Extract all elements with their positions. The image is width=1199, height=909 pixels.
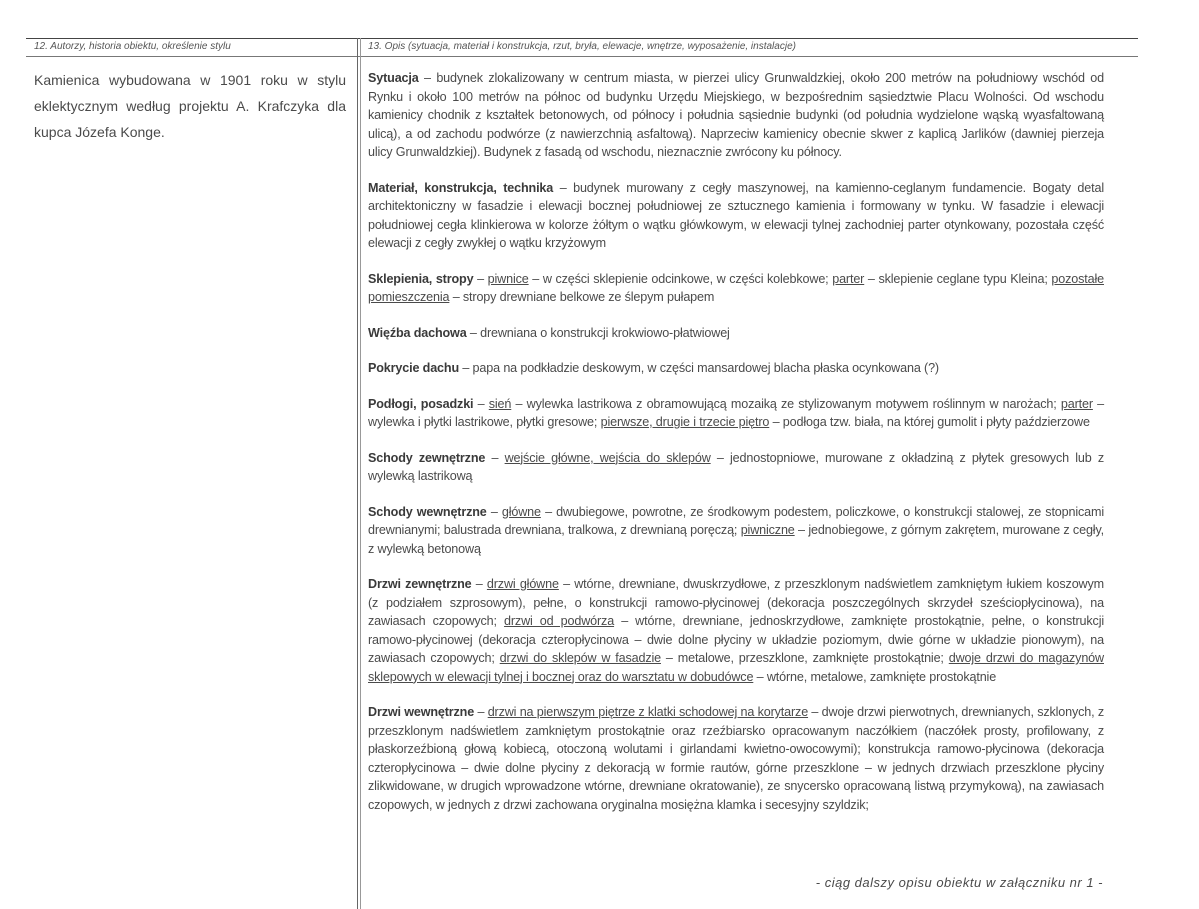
paragraph-heading: Sklepienia, stropy: [368, 271, 474, 286]
underlined-term: drzwi do sklepów w fasadzie: [499, 651, 661, 665]
left-column-header: 12. Autorzy, historia obiektu, określenie stylu: [34, 41, 231, 52]
description-paragraph: [368, 575, 1104, 686]
paragraph-text: – w części sklepienie odcinkowe, w części kolebkowe;: [528, 271, 833, 286]
history-text: Kamienica wybudowana w 1901 roku w stylu eklektycznym według projektu A. Krafczyka dla kupca Józefa Konge.: [34, 72, 346, 140]
paragraph-heading: Materiał, konstrukcja, technika: [368, 180, 554, 195]
underlined-term: parter: [832, 271, 865, 286]
description-paragraph: [368, 395, 1104, 432]
paragraph-heading: Schody zewnętrzne: [368, 450, 486, 465]
description-column: [368, 69, 1104, 831]
paragraph-heading: Pokrycie dachu: [368, 361, 459, 375]
underlined-term: drzwi od podwórza: [504, 614, 615, 628]
paragraph-text: – drewniana o konstrukcji krokwiowo-płatwiowej: [466, 325, 730, 340]
paragraph-text: – metalowe, przeszklone, zamknięte prostokątnie;: [660, 651, 949, 665]
description-paragraph: [368, 270, 1104, 307]
paragraph-heading: Sytuacja: [368, 71, 419, 85]
underlined-term: pozostałe pomieszczenia: [368, 271, 1104, 304]
paragraph-text: –: [474, 705, 488, 719]
paragraph-heading: Więźba dachowa: [368, 325, 467, 340]
header-bottom-border: [26, 56, 1138, 57]
paragraph-text: – wylewka i płytki lastrikowe, płytki gresowe;: [368, 396, 1104, 429]
paragraph-text: – stropy drewniane belkowe ze ślepym pułapem: [449, 290, 715, 304]
underlined-term: drzwi główne: [486, 577, 559, 591]
underlined-term: pierwsze, drugie i trzecie piętro: [600, 415, 770, 429]
paragraph-text: – wylewka lastrikowa z obramowującą mozaiką ze stylizowanym motywem roślinnym w narożach;: [511, 396, 1061, 411]
continuation-note: - ciąg dalszy opisu obiektu w załączniku nr 1 -: [815, 875, 1103, 890]
paragraph-text: – wtórne, drewniane, dwuskrzydłowe, z przeszklonym nadświetlem zamkniętym łukiem koszowym (z podziałem szprosowym), pełne, o konstrukcji ramowo-płycinowej (dekoracja poszczególnych skrzydeł sześciopłycinowa), na zawiasach czopowych;: [368, 577, 1104, 628]
paragraph-text: – jednostopniowe, murowane z okładziną z płytek gresowych lub z wylewką lastrikową: [368, 450, 1104, 483]
paragraph-heading: Podłogi, posadzki: [368, 396, 474, 411]
paragraph-text: – papa na podkładzie deskowym, w części mansardowej blacha płaska ocynkowana (?): [459, 361, 939, 375]
paragraph-heading: Drzwi wewnętrzne: [368, 705, 475, 719]
underlined-term: piwnice: [487, 271, 529, 286]
paragraph-text: – dwubiegowe, powrotne, ze środkowym podestem, policzkowe, o konstrukcji stalowej, ze stopnicami drewnianymi; balustrada drewniana, tralkowa, z drewnianą poręczą;: [368, 504, 1104, 537]
paragraph-text: –: [485, 450, 505, 465]
right-column-header: 13. Opis (sytuacja, materiał i konstrukcja, rzut, bryła, elewacje, wnętrze, wyposażenie, instalacje): [368, 41, 796, 52]
paragraph-text: – wtórne, metalowe, zamknięte prostokątnie: [753, 669, 997, 684]
top-border: [26, 38, 1138, 39]
underlined-term: sień: [488, 396, 512, 411]
paragraph-text: – podłoga tzw. biała, na której gumolit i płyty paździerzowe: [769, 415, 1090, 429]
underlined-term: piwniczne: [740, 523, 795, 537]
description-paragraph: [368, 503, 1104, 559]
description-paragraph: [368, 703, 1104, 814]
description-paragraph: [368, 359, 1104, 378]
paragraph-text: –: [473, 396, 489, 411]
paragraph-text: –: [471, 577, 487, 591]
paragraph-text: –: [473, 271, 488, 286]
paragraph-text: –: [486, 504, 502, 519]
underlined-term: drzwi na pierwszym piętrze z klatki schodowej na korytarze: [487, 705, 809, 719]
paragraph-text: – budynek murowany z cegły maszynowej, na kamienno-ceglanym fundamencie. Bogaty detal architektoniczny w fasadzie i elewacji bocznej południowej ze sztucznego kamienia i formowany w tynku. W fasadzie i elewacji południowej cegła klinkierowa w kolorze żółtym o wątku główkowym, w elewacji tylnej zachodniej parter otynkowany, pozostała część elewacji z cegły zwykłej o wątku krzyżowym: [368, 180, 1104, 250]
paragraph-heading: Drzwi zewnętrzne: [368, 577, 472, 591]
paragraph-text: – sklepienie ceglane typu Kleina;: [864, 271, 1052, 286]
column-divider: [357, 38, 358, 909]
underlined-term: dwoje drzwi do magazynów sklepowych w elewacji tylnej i bocznej oraz do warsztatu w dobudówce: [368, 651, 1104, 684]
underlined-term: parter: [1060, 396, 1093, 411]
description-paragraph: [368, 449, 1104, 486]
description-paragraph: [368, 69, 1104, 162]
description-paragraph: [368, 324, 1104, 343]
description-paragraph: [368, 179, 1104, 253]
underlined-term: główne: [501, 504, 541, 519]
paragraph-text: – budynek zlokalizowany w centrum miasta, w pierzei ulicy Grunwaldzkiej, około 200 metrów na południowy wschód od Rynku i około 100 metrów na północ od budynku Urzędu Miejskiego, w bezpośrednim sąsiedztwie Placu Wolności. Od wschodu kamienicy chodnik z kształtek betonowych, od północy i południa sąsiednie budynki (od południa wydzielone wąską wyasfaltowaną ulicą), a od zachodu podwórze (z nawierzchnią asfaltową). Naprzeciw kamienicy obecnie skwer z kaplicą Jarlików (dawniej pierzeja ulicy Grunwaldzkiej). Budynek z fasadą od wschodu, nieznacznie zwrócony ku północy.: [368, 71, 1104, 159]
column-divider-shadow: [360, 38, 361, 909]
paragraph-text: – dwoje drzwi pierwotnych, drewnianych, szklonych, z przeszklonym nadświetlem zamkniętym prostokątnie oraz rzeźbiarsko opracowanym naczółkiem (naczółek prosty, profilowany, z płaskorzeźbioną głową kobiecą, otoczoną wolutami i girlandami kwietno-owocowymi); konstrukcja ramowo-płycinowa (dekoracja czteropłycinowa – dwie dolne płyciny z dekoracją w formie rautów, górne przeszklone – w jednych drzwiach przeszklone płyciny zlikwidowane, w drugich wprowadzone wtórne, drewniane okratowanie), ze snycersko opracowaną listwą przymykową), na zawiasach czopowych, w jednych z drzwi zachowana oryginalna mosiężna klamka i secesyjny szyldzik;: [368, 705, 1104, 812]
paragraph-text: – jednobiegowe, z górnym zakrętem, murowane z cegły, z wylewką betonową: [368, 523, 1105, 556]
paragraph-text: – wtórne, drewniane, jednoskrzydłowe, zamknięte prostokątnie, pełne, o konstrukcji ramowo-płycinowej (dekoracja czteropłycinowa – dwie dolne płyciny w układzie poziomym, dwie górne w układzie pionowym), na zawiasach czopowych;: [368, 614, 1104, 665]
underlined-term: wejście główne, wejścia do sklepów: [504, 450, 711, 465]
paragraph-heading: Schody wewnętrzne: [368, 504, 487, 519]
